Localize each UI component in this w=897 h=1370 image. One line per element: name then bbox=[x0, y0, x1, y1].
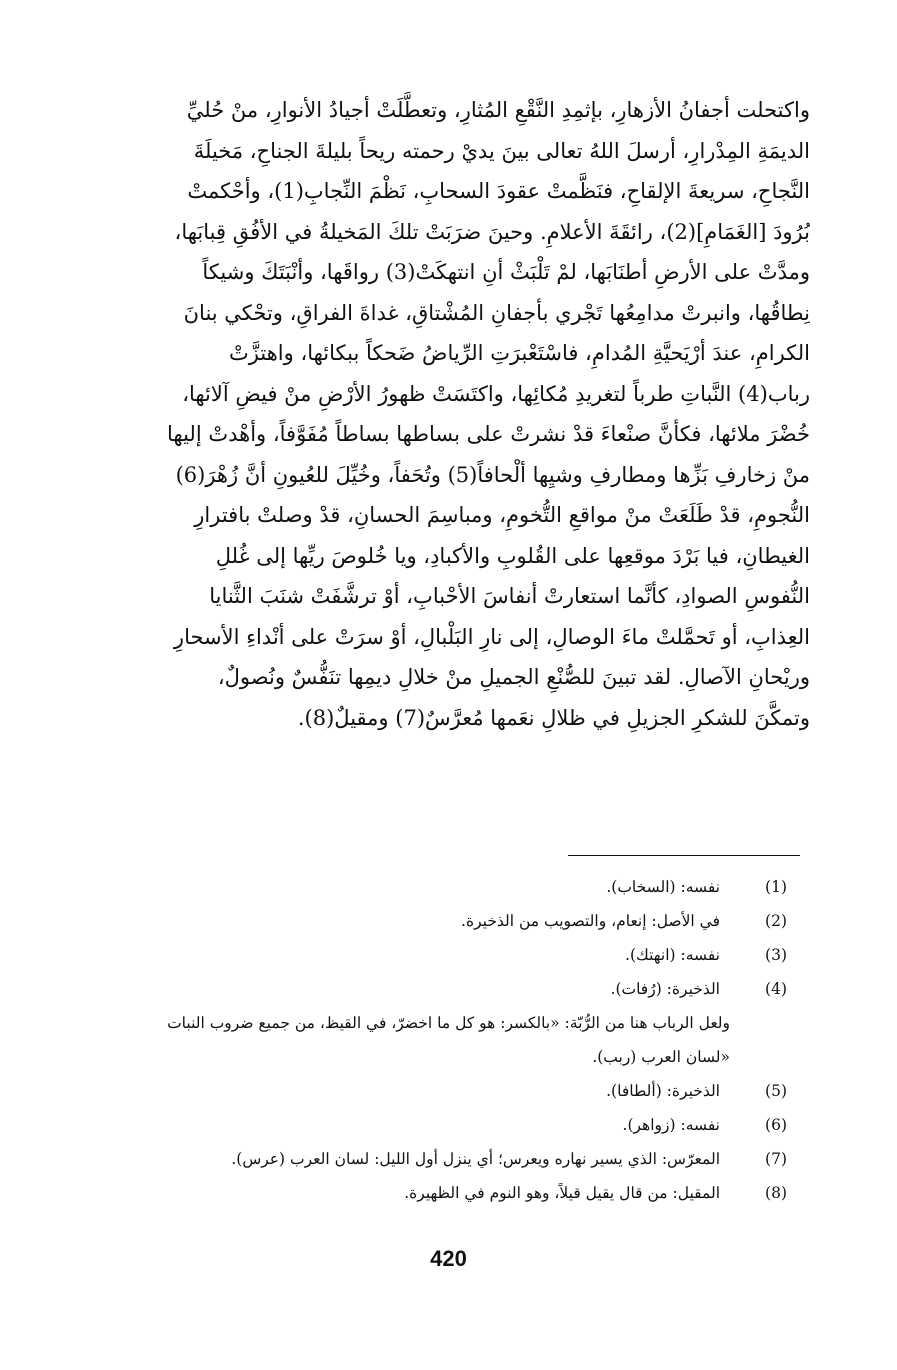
footnote-continuation bbox=[60, 1040, 800, 1074]
footnote-text: نفسه: (زواهر). bbox=[622, 1116, 720, 1134]
text-line: نِطاقُها، وانبرتْ مدامِعُها تَجْري بأجفانِ المُشْتاقِ، غداةَ الفراقِ، وتحْكي بنانَ bbox=[183, 300, 810, 325]
footnotes bbox=[60, 870, 800, 1210]
text-line: وريْحانِ الآصالِ. لقد تبينَ للصُّنْعِ الجميلِ منْ خلالِ ديمِها تنَفُّسٌ ونُصولٌ، bbox=[217, 665, 810, 689]
footnote-text: المعرّس: الذي يسير نهاره ويعرس؛ أي ينزل أول الليل: لسان العرب (عرس). bbox=[231, 1150, 720, 1168]
main-text bbox=[82, 90, 810, 738]
footnote bbox=[60, 938, 800, 972]
text-line: بُرُودَ [الغَمَامِ](2)، رائقَةَ الأعلامِ. وحينَ ضرَبَتْ تلكَ المَخيلةُ في الأفُقِ قِبابَها، bbox=[174, 219, 810, 244]
footnote bbox=[60, 972, 800, 1006]
page-number: 420 bbox=[430, 1246, 467, 1271]
footnote-text: الذخيرة: (رُفات). bbox=[610, 980, 720, 998]
footnote-text: «لسان العرب (ربب). bbox=[592, 1048, 730, 1066]
footnote bbox=[60, 1176, 800, 1210]
footnote bbox=[60, 1074, 800, 1108]
footnote-number: (3) bbox=[765, 946, 787, 964]
text-line: خُضْرَ ملائها، فكأنَّ صنْعاءَ قدْ نشرتْ على بساطها بساطاً مُفَوَّفاً، وأهْدتْ إليها bbox=[167, 422, 810, 446]
text-line: النُّفوسِ الصوادِ، كأنَّما استعارتْ أنفاسَ الأحْبابِ، أوْ ترشَّفَتْ شنَبَ الثَّنايا bbox=[209, 584, 810, 608]
footnote bbox=[60, 904, 800, 938]
footnote-text: الذخيرة: (ألطافا). bbox=[606, 1082, 720, 1100]
text-line: الكرامِ، عندَ أرْيَحيَّةِ المُدامِ، فاسْتَعْبرَتِ الرِّياضُ ضَحكاً ببكائها، واهتزَّتْ bbox=[229, 341, 810, 365]
text-line: العِذابِ، أو تَحمَّلتْ ماءَ الوصالِ، إلى نارِ البَلْبالِ، أوْ سرَتْ على أنْداءِ الأسحارِ bbox=[173, 624, 810, 649]
text-line: الغيطانِ، فيا بَرْدَ موقعِها على القُلوبِ والأكبادِ، ويا خُلوصَ ريِّها إلى غُللِ bbox=[215, 543, 810, 568]
footnote bbox=[60, 1108, 800, 1142]
footnote-number: (2) bbox=[765, 912, 787, 930]
footnote-text: ولعل الرباب هنا من الرُّبّة: «بالكسر: هو كل ما اخضرّ، في القيظ، من جميع ضروب النبات bbox=[167, 1014, 730, 1032]
footnote-number: (7) bbox=[765, 1150, 787, 1168]
footnote-text: نفسه: (السخاب). bbox=[606, 878, 720, 896]
footnote bbox=[60, 1142, 800, 1176]
footnote-number: (8) bbox=[765, 1184, 787, 1202]
text-line: النَّجاحِ، سريعةَ الإلقاحِ، فنَظَّمتْ عقودَ السحابِ، نَظْمَ النِّجابِ(1)، وأحْكمتْ bbox=[187, 179, 810, 203]
text-line: الديمَةِ المِدْرارِ، أرسلَ اللهُ تعالى بينَ يديْ رحمته ريحاً بليلةَ الجناحِ، مَخيلَةَ bbox=[193, 138, 810, 163]
footnote-number: (4) bbox=[765, 980, 787, 998]
footnote-continuation bbox=[60, 1006, 800, 1040]
text-line: النُّجومِ، قدْ طَلَعَتْ منْ مواقعِ التُّخومِ، ومباسِمَ الحسانِ، قدْ وصلتْ بافترارِ bbox=[194, 503, 810, 527]
footnote-text: في الأصل: إنعام، والتصويب من الذخيرة. bbox=[461, 912, 720, 930]
footnote-number: (1) bbox=[765, 878, 787, 896]
footnote-text: نفسه: (انهتك). bbox=[625, 946, 720, 964]
text-line: ومدَّتْ على الأرضِ أطنَابَها، لمْ تَلْبَثْ أنِ انتهكَتْ(3) رواقَها، وأنْبَتَكَ وشيكاً bbox=[202, 260, 810, 284]
footnote-separator bbox=[568, 855, 800, 856]
text-line: منْ زخارفِ بَزِّها ومطارفِ وشيِها ألْحافاً(5) وتُحَفاً، وخُيِّلَ للعُيونِ أنَّ زُهْرَ(6) bbox=[175, 462, 810, 487]
footnote bbox=[60, 870, 800, 904]
text-line: واكتحلت أجفانُ الأزهارِ، بإثمِدِ النَّقْعِ المُثارِ، وتعطَّلَتْ أجيادُ الأنوارِ، منْ حُليِّ bbox=[186, 98, 810, 122]
text-line: وتمكَّنَ للشكرِ الجزيلِ في ظلالِ نعَمها مُعرَّسٌ(7) ومقيلٌ(8). bbox=[297, 705, 810, 730]
footnote-text: المقيل: من قال يقيل قيلاً، وهو النوم في الظهيرة. bbox=[404, 1184, 720, 1202]
text-line: رباب(4) النَّباتِ طرباً لتغريدِ مُكائِها، واكتَسَتْ ظهورُ الأرْضِ منْ فيضِ آلائها، bbox=[182, 381, 810, 406]
footnote-number: (6) bbox=[765, 1116, 787, 1134]
footnote-number: (5) bbox=[765, 1082, 787, 1100]
